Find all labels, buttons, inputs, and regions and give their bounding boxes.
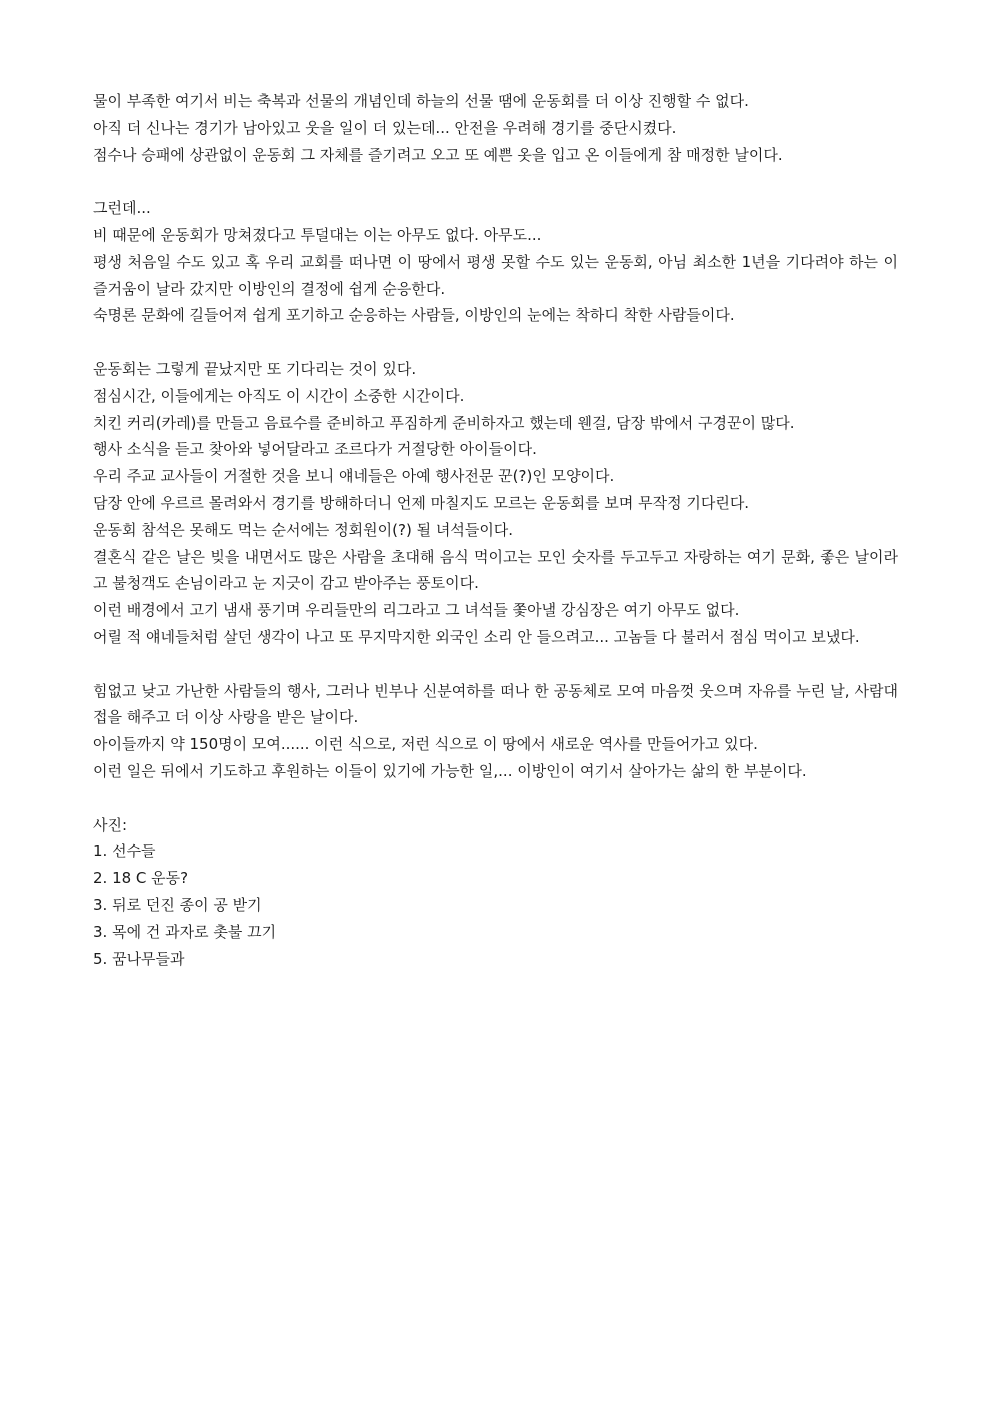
paragraph-however xyxy=(93,195,898,329)
text-line: 어릴 적 얘네들처럼 살던 생각이 나고 또 무지막지한 외국인 소리 안 들으려고... 고놈들 다 불러서 점심 먹이고 보냈다. xyxy=(93,627,860,646)
photo-item: 3. 목에 건 과자로 촛불 끄기 xyxy=(93,922,277,941)
text-line: 우리 주교 교사들이 거절한 것을 보니 얘네들은 아예 행사전문 꾼(?)인 모양이다. xyxy=(93,467,615,486)
text-line: 이런 배경에서 고기 냄새 풍기며 우리들만의 리그라고 그 녀석들 쫓아낼 강심장은 여기 아무도 없다. xyxy=(93,601,740,620)
photo-list xyxy=(93,838,898,972)
text-line: 점심시간, 이들에게는 아직도 이 시간이 소중한 시간이다. xyxy=(93,386,465,405)
text-line: 평생 처음일 수도 있고 혹 우리 교회를 떠나면 이 땅에서 평생 못할 수도 있는 운동회, 아님 최소한 1년을 기다려야 하는 이 즐거움이 날라 갔지만 이방인의 결정에 쉽게 순응한다. xyxy=(93,252,898,298)
document-body xyxy=(93,88,898,999)
text-line: 아직 더 신나는 경기가 남아있고 웃을 일이 더 있는데... 안전을 우려해 경기를 중단시켰다. xyxy=(93,118,677,137)
text-line: 숙명론 문화에 길들어져 쉽게 포기하고 순응하는 사람들, 이방인의 눈에는 착하디 착한 사람들이다. xyxy=(93,306,735,325)
paragraph-lunch xyxy=(93,356,898,651)
text-line: 그런데... xyxy=(93,199,151,218)
text-line: 아이들까지 약 150명이 모여...... 이런 식으로, 저런 식으로 이 땅에서 새로운 역사를 만들어가고 있다. xyxy=(93,735,758,754)
text-line: 운동회는 그렇게 끝났지만 또 기다리는 것이 있다. xyxy=(93,359,417,378)
text-line: 비 때문에 운동회가 망쳐졌다고 투덜대는 이는 아무도 없다. 아무도... xyxy=(93,225,542,244)
text-line: 물이 부족한 여기서 비는 축복과 선물의 개념인데 하늘의 선물 땜에 운동회를 더 이상 진행할 수 없다. xyxy=(93,92,749,110)
photo-item: 5. 꿈나무들과 xyxy=(93,949,185,968)
photo-item: 3. 뒤로 던진 종이 공 받기 xyxy=(93,895,262,914)
paragraph-closing xyxy=(93,678,898,785)
photo-item: 2. 18 C 운동? xyxy=(93,869,189,888)
text-line: 힘없고 낮고 가난한 사람들의 행사, 그러나 빈부나 신분여하를 떠나 한 공동체로 모여 마음껏 웃으며 자유를 누린 날, 사람대접을 해주고 더 이상 사랑을 받은 날이다. xyxy=(93,681,898,727)
photo-captions xyxy=(93,812,898,973)
text-line: 운동회 참석은 못해도 먹는 순서에는 정회원이(?) 될 녀석들이다. xyxy=(93,520,514,539)
photo-heading: 사진: xyxy=(93,815,128,834)
text-line: 행사 소식을 듣고 찾아와 넣어달라고 조르다가 거절당한 아이들이다. xyxy=(93,440,537,459)
text-line: 담장 안에 우르르 몰려와서 경기를 방해하더니 언제 마칠지도 모르는 운동회를 보며 무작정 기다린다. xyxy=(93,493,750,512)
text-line: 이런 일은 뒤에서 기도하고 후원하는 이들이 있기에 가능한 일,... 이방인이 여기서 살아가는 삶의 한 부분이다. xyxy=(93,761,807,780)
text-line: 결혼식 같은 날은 빚을 내면서도 많은 사람을 초대해 음식 먹이고는 모인 숫자를 두고두고 자랑하는 여기 문화, 좋은 날이라고 불청객도 손님이라고 눈 지긋이 감고 받아주는 풍토이다. xyxy=(93,547,898,593)
text-line: 치킨 커리(카레)를 만들고 음료수를 준비하고 푸짐하게 준비하자고 했는데 웬걸, 담장 밖에서 구경꾼이 많다. xyxy=(93,413,795,432)
paragraph-rain xyxy=(93,88,898,168)
text-line: 점수나 승패에 상관없이 운동회 그 자체를 즐기려고 오고 또 예쁜 옷을 입고 온 이들에게 참 매정한 날이다. xyxy=(93,145,783,164)
photo-item: 1. 선수들 xyxy=(93,842,156,861)
